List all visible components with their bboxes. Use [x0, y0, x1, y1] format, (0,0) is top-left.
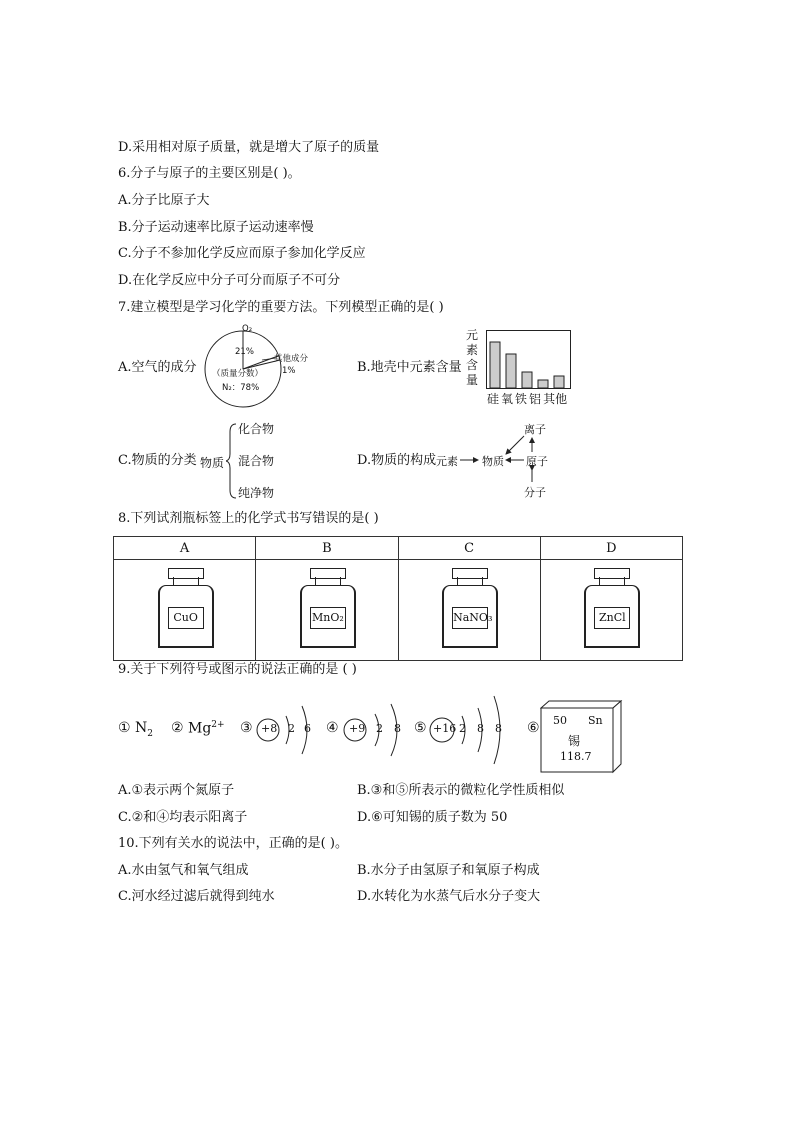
q7-option-d: D.物质的构成: [357, 453, 437, 468]
bar-cat-o: 氧: [501, 392, 514, 406]
cls-item-compound: 化合物: [238, 422, 275, 436]
pie-other-pct: 1%: [282, 366, 296, 376]
q9-option-c: C.②和④均表示阳离子: [118, 810, 248, 825]
bar-cat-other: 其他: [543, 392, 568, 406]
q9-stem: 9.关于下列符号或图示的说法正确的是 ( ): [118, 662, 357, 677]
air-pie-diagram: [200, 322, 320, 412]
item-4-number: ④: [326, 720, 339, 736]
q10-option-a: A.水由氢气和氧气组成: [118, 863, 249, 878]
symbols-row: [116, 690, 536, 770]
tin-element-card: [540, 700, 626, 768]
bottle-cell-c: [398, 560, 540, 661]
table-header-a: A: [114, 537, 256, 560]
q6-option-d: D.在化学反应中分子可分而原子不可分: [118, 273, 341, 288]
bar-cat-al: 铝: [529, 392, 542, 406]
item-1-number: ①: [118, 720, 131, 736]
q6-option-b: B.分子运动速率比原子运动速率慢: [118, 220, 314, 235]
q7-option-a: A.空气的成分: [118, 360, 197, 375]
reagent-bottle: [581, 568, 641, 648]
reagent-bottle: [297, 568, 357, 648]
pie-n2-label: N₂：78%: [222, 383, 260, 393]
q7-option-c: C.物质的分类: [118, 453, 197, 468]
shell-5-2: 8: [477, 722, 484, 735]
q6-option-a: A.分子比原子大: [118, 193, 210, 208]
q9-option-b: B.③和⑤所表示的微粒化学性质相似: [357, 783, 565, 798]
item-3-number: ③: [240, 720, 253, 736]
symbol-mg-ion: $Mg^{2+}$: [188, 720, 225, 737]
item-6-number: ⑥: [527, 720, 540, 736]
bar-cat-fe: 铁: [515, 392, 528, 406]
item-5-number: ⑤: [414, 720, 427, 736]
reagent-bottle: [439, 568, 499, 648]
tin-symbol: Sn: [588, 714, 603, 727]
shell-3-1: 2: [288, 722, 295, 735]
q6-stem: 6.分子与原子的主要区别是( )。: [118, 166, 301, 181]
q7-option-b: B.地壳中元素含量: [357, 360, 462, 375]
bottle-label-b: MnO₂: [310, 607, 346, 629]
tin-mass: 118.7: [560, 750, 592, 763]
bar-ylabel-3: 含: [466, 358, 479, 372]
cons-ion: 离子: [524, 423, 546, 436]
cons-atom: 原子: [526, 455, 548, 468]
q10-stem: 10.下列有关水的说法中，正确的是( )。: [118, 836, 348, 851]
bar-ylabel-1: 元: [466, 328, 479, 342]
table-header-b: B: [256, 537, 398, 560]
nucleus-3-charge: +8: [261, 722, 278, 735]
cons-element: 元素: [436, 455, 458, 468]
bar-ylabel-2: 素: [466, 343, 479, 357]
shell-5-3: 8: [495, 722, 502, 735]
bottle-cell-a: [114, 560, 256, 661]
pie-other-label: 其他成分: [274, 354, 309, 364]
symbol-n2: $N_2$: [135, 720, 153, 739]
item-2-number: ②: [171, 720, 184, 736]
q8-stem: 8.下列试剂瓶标签上的化学式书写错误的是( ): [118, 511, 379, 526]
crust-bar-diagram: [466, 328, 586, 408]
q7-stem: 7.建立模型是学习化学的重要方法。下列模型正确的是( ): [118, 300, 444, 315]
nucleus-4-charge: +9: [349, 722, 366, 735]
table-header-c: C: [398, 537, 540, 560]
shell-5-1: 2: [459, 722, 466, 735]
bottle-cell-d: [540, 560, 682, 661]
pie-o2-pct: 21%: [235, 347, 254, 357]
classification-diagram: [200, 420, 300, 500]
table-header-d: D: [540, 537, 682, 560]
q10-option-c: C.河水经过滤后就得到纯水: [118, 889, 275, 904]
bottle-label-d: ZnCl: [594, 607, 630, 629]
reagent-table: [113, 536, 683, 661]
constitution-diagram: [436, 418, 566, 500]
cls-item-pure: 纯净物: [238, 486, 275, 500]
q9-option-a: A.①表示两个氮原子: [118, 783, 235, 798]
pie-center-label: （质量分数）: [212, 369, 264, 379]
tin-name: 锡: [568, 734, 581, 748]
bar-ylabel-4: 量: [466, 373, 479, 387]
cls-root: 物质: [200, 456, 225, 470]
q5-option-d: D.采用相对原子质量，就是增大了原子的质量: [118, 140, 380, 155]
q9-option-d: D.⑥可知锡的质子数为 50: [357, 810, 508, 825]
bottle-cell-b: [256, 560, 398, 661]
shell-3-2: 6: [304, 722, 311, 735]
q10-option-b: B.水分子由氢原子和氧原子构成: [357, 863, 540, 878]
bar-cat-si: 硅: [487, 392, 500, 406]
shell-4-1: 2: [376, 722, 383, 735]
cons-molecule: 分子: [524, 486, 546, 499]
cls-item-mixture: 混合物: [238, 454, 275, 468]
q10-option-d: D.水转化为水蒸气后水分子变大: [357, 889, 541, 904]
tin-atomic-number: 50: [553, 714, 567, 727]
bottle-label-c: NaNO₃: [452, 607, 488, 629]
bottle-label-a: CuO: [168, 607, 204, 629]
reagent-bottle: [155, 568, 215, 648]
cons-substance: 物质: [482, 455, 504, 468]
q6-option-c: C.分子不参加化学反应而原子参加化学反应: [118, 246, 366, 261]
pie-o2-label: O₂: [242, 324, 253, 334]
nucleus-5-charge: +16: [433, 722, 457, 735]
shell-4-2: 8: [394, 722, 401, 735]
